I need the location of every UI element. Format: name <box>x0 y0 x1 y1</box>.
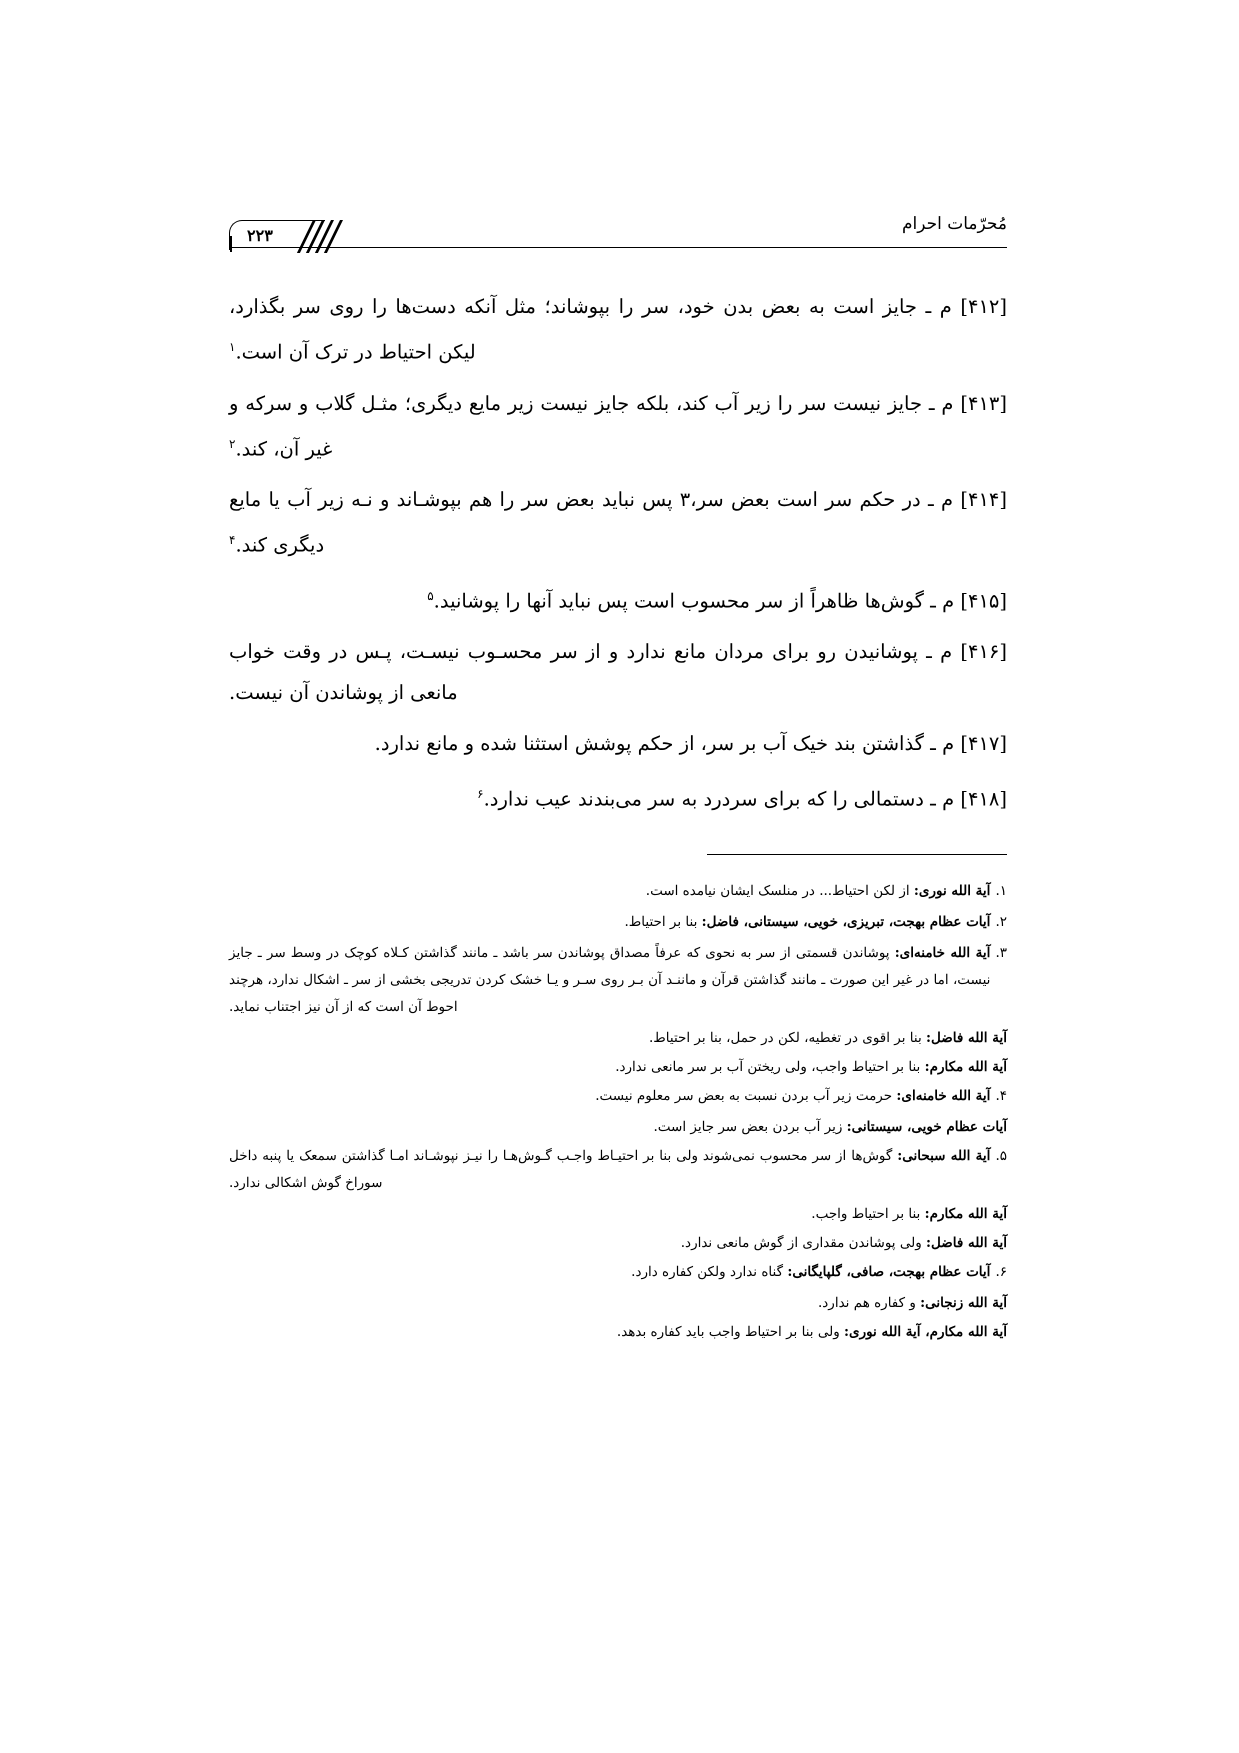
footnote-ruling-text: از لکن احتیاط... در منلسک ایشان نیامده است. <box>645 882 914 899</box>
body-text <box>229 286 1007 820</box>
footnote-ruling-text: گوش‌ها از سر محسوب نمی‌شوند ولی بنا بر احتیـاط واجـب گـوش‌هـا را نیـز نپوشـاند امـا گذاشتن سمعک یا پنبه داخل سوراخ گوش اشکالی ندارد. <box>229 1147 898 1191</box>
footnote-main-row <box>229 940 1007 1021</box>
footnote-ruling-text: بنا بر احتیاط واجب، ولی ریختن آب بر سر مانعی ندارد. <box>615 1058 925 1075</box>
footnote-ruling-text: بنا بر اقوی در تغطیه، لکن در حمل، بنا بر احتیاط. <box>648 1029 927 1046</box>
running-head: مُحرّمات احرام <box>901 214 1007 234</box>
footnote-authority-name: آیة الله فاضل: <box>926 1234 1007 1251</box>
footnote-ruling-text: ولی بنا بر احتیاط واجب باید کفاره بدهد. <box>616 1323 845 1340</box>
footnote-sub-entry <box>229 1290 1007 1317</box>
footnote-body <box>229 1143 990 1197</box>
footnote-main-row <box>229 1083 1007 1110</box>
footnote-marker: ۴. <box>995 1087 1007 1104</box>
paragraph-text: [۴۱۸] م ـ دستمالی را که برای سردرد به سر می‌بندند عیب ندارد. <box>483 787 1007 811</box>
paragraph-text: [۴۱۲] م ـ جایز است به بعض بدن خود، سر را بپوشاند؛ مثل آنکه دست‌ها را روی سر بگذارد، لیکن احتیاط در ترک آن است. <box>229 295 1007 364</box>
page-content-column <box>229 210 1007 1348</box>
footnote-separator-wrap <box>229 854 1007 872</box>
footnote-main-row <box>229 909 1007 936</box>
footnote-authority-name: آیة الله مکارم: <box>924 1058 1007 1075</box>
footnote-reference[interactable]: ۵ <box>427 588 434 603</box>
footnote-separator <box>707 854 1007 855</box>
footnote-entry <box>229 1259 1007 1346</box>
footnote-body <box>229 1083 990 1110</box>
footnote-authority-name: آیة الله خامنه‌ای: <box>896 1087 991 1104</box>
body-paragraph <box>229 723 1007 764</box>
footnote-marker: ۳. <box>995 944 1007 961</box>
footnote-authority-name: آیة الله زنجانی: <box>920 1294 1007 1311</box>
body-paragraph <box>229 383 1007 470</box>
footnote-sub-entry <box>229 1230 1007 1257</box>
footnote-entry <box>229 940 1007 1081</box>
footnote-authority-name: آیة الله سبحانی: <box>897 1147 991 1164</box>
footnote-ruling-text: حرمت زیر آب بردن نسبت به بعض سر معلوم نیست. <box>595 1087 897 1104</box>
footnote-body <box>229 940 990 1021</box>
footnote-authority-name: آیات عظام خویی، سیستانی: <box>846 1118 1007 1135</box>
footnote-entry <box>229 1083 1007 1141</box>
footnote-authority-name: آیة الله نوری: <box>913 882 991 899</box>
footnote-body <box>229 878 990 905</box>
footnote-main-row <box>229 878 1007 905</box>
footnote-sub-entry <box>229 1319 1007 1346</box>
footnote-marker: ۱. <box>995 882 1007 899</box>
footnote-authority-name: آیة الله فاضل: <box>926 1029 1007 1046</box>
footnote-entry <box>229 909 1007 936</box>
footnote-authority-name: آیة الله مکارم، آیة الله نوری: <box>844 1323 1007 1340</box>
footnote-ruling-text: زیر آب بردن بعض سر جایز است. <box>653 1118 847 1135</box>
footnote-reference[interactable]: ۲ <box>229 436 236 451</box>
footnote-marker: ۶. <box>995 1263 1007 1280</box>
footnote-authority-name: آیات عظام بهجت، صافی، گلپایگانی: <box>787 1263 991 1280</box>
page-header <box>229 210 1007 258</box>
footnote-reference[interactable]: ۱ <box>229 340 236 354</box>
footnote-sub-entry <box>229 1201 1007 1228</box>
paragraph-text: [۴۱۵] م ـ گوش‌ها ظاهراً از سر محسوب است پس نباید آنها را پوشانید. <box>433 589 1007 612</box>
footnote-ruling-text: بنا بر احتیاط. <box>624 913 702 930</box>
footnote-ruling-text: بنا بر احتیاط واجب. <box>811 1205 925 1222</box>
footnote-ruling-text: گناه ندارد ولکن کفاره دارد. <box>631 1263 788 1280</box>
page-number: ۲۲۳ <box>247 226 273 245</box>
footnote-sub-entry <box>229 1054 1007 1081</box>
footnote-reference[interactable]: ۴ <box>229 533 236 547</box>
footnote-ruling-text: ولی پوشاندن مقداری از گوش مانعی ندارد. <box>680 1234 927 1251</box>
body-paragraph <box>229 286 1007 373</box>
paragraph-text: [۴۱۳] م ـ جایز نیست سر را زیر آب کند، بلکه جایز نیست زیر مایع دیگری؛ مثـل گلاب و سرکه و غیر آن، کند. <box>229 391 1007 460</box>
paragraph-text: [۴۱۴] م ـ در حکم سر است بعض سر،٣ پس نباید بعض سر را هم بپوشـاند و نـه زیر آب یا مایع دیگری کند. <box>229 488 1007 557</box>
body-paragraph <box>229 631 1007 713</box>
footnote-authority-name: آیة الله مکارم: <box>924 1205 1007 1222</box>
footnote-marker: ۲. <box>995 913 1007 930</box>
paragraph-text: [۴۱۷] م ـ گذاشتن بند خیک آب بر سر، از حکم پوشش استثنا شده و مانع ندارد. <box>374 732 1007 755</box>
footnote-body <box>229 1259 990 1286</box>
header-divider <box>229 247 1007 248</box>
footnote-authority-name: آیات عظام بهجت، تبریزی، خویی، سیستانی، فاضل: <box>701 913 991 930</box>
footnote-body <box>229 909 990 936</box>
body-paragraph <box>229 774 1007 820</box>
footnote-entry <box>229 878 1007 905</box>
footnote-ruling-text: پوشاندن قسمتی از سر به نحوی که عرفاً مصداق پوشاندن سر باشد ـ مانند گذاشتن کـلاه کوچک در وسط سر ـ جایز نیست، اما در غیر این صورت ـ مانند گذاشتن قرآن و ماننـد آن بـر روی سـر و یـا خشک کردن تدریجی بخشی از سر ـ اشکال ندارد، هرچند احوط آن است که از آن نیز اجتناب نماید. <box>229 944 991 1015</box>
footnote-reference[interactable]: ۶ <box>477 787 484 801</box>
footnote-sub-entry <box>229 1114 1007 1141</box>
footnote-marker: ۵. <box>995 1147 1007 1164</box>
footnote-ruling-text: و کفاره هم ندارد. <box>818 1294 921 1311</box>
body-paragraph <box>229 576 1007 622</box>
paragraph-text: [۴۱۶] م ـ پوشانیدن رو برای مردان مانع ندارد و از سر محسـوب نیسـت، پـس در وقت خواب مانعی از پوشاندن آن نیست. <box>229 640 1007 704</box>
footnotes-list <box>229 878 1007 1346</box>
footnote-authority-name: آیة الله خامنه‌ای: <box>894 944 991 961</box>
footnote-entry <box>229 1143 1007 1257</box>
body-paragraph <box>229 479 1007 566</box>
footnote-sub-entry <box>229 1025 1007 1052</box>
footnote-main-row <box>229 1143 1007 1197</box>
footnote-main-row <box>229 1259 1007 1286</box>
